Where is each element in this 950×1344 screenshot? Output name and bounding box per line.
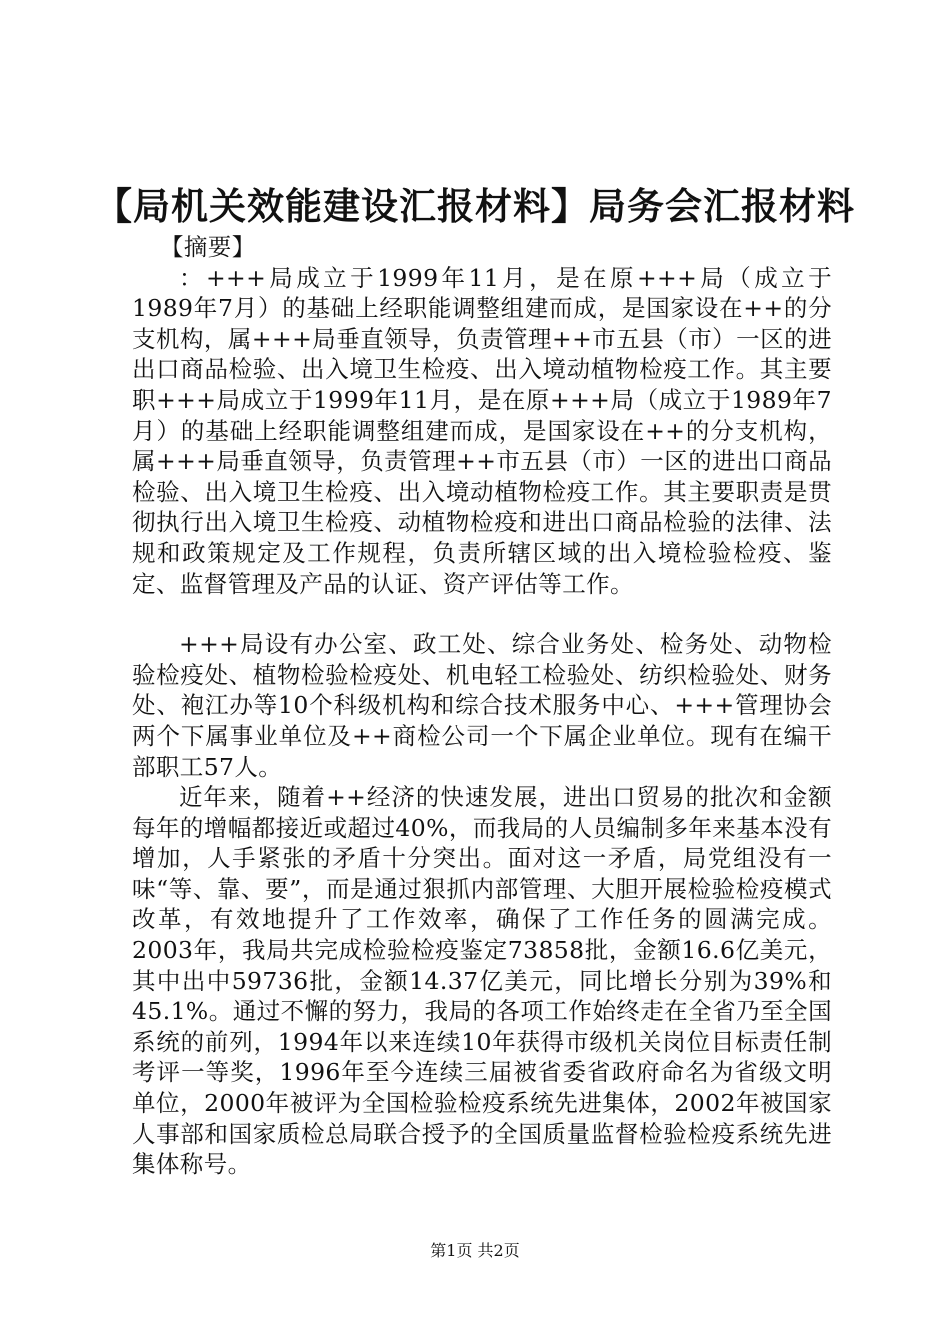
document-body [132,232,832,1180]
document-title: 【局机关效能建设汇报材料】局务会汇报材料 [95,185,855,228]
page-number-footer: 第1页 共2页 [430,1241,520,1260]
paragraph-spacer [132,599,832,629]
achievements-paragraph: 近年来，随着++经济的快速发展，进出口贸易的批次和金额每年的增幅都接近或超过40%，而我局的人员编制多年来基本没有增加，人手紧张的矛盾十分突出。面对这一矛盾，局党组没有一味“等、靠、要”，而是通过狠抓内部管理、大胆开展检验检疫模式改革，有效地提升了工作效率，确保了工作任务的圆满完成。2003年，我局共完成检验检疫鉴定73858批，金额16.6亿美元，其中出中59736批，金额14.37亿美元，同比增长分别为39%和45.1%。通过不懈的努力，我局的各项工作始终走在全省乃至全国系统的前列，1994年以来连续10年获得市级机关岗位目标责任制考评一等奖，1996年至今连续三届被省委省政府命名为省级文明单位，2000年被评为全国检验检疫系统先进集体，2002年被国家人事部和国家质检总局联合授予的全国质量监督检验检疫系统先进集体称号。 [132,783,832,1179]
abstract-label: 【摘要】 [160,233,256,261]
organization-paragraph: +++局设有办公室、政工处、综合业务处、检务处、动物检验检疫处、植物检验检疫处、机电轻工检验处、纺织检验处、财务处、袍江办等10个科级机构和综合技术服务中心、+++管理协会两个下属事业单位及++商检公司一个下属企业单位。现有在编干部职工57人。 [132,630,832,781]
abstract-paragraph: ：+++局成立于1999年11月，是在原+++局（成立于1989年7月）的基础上经职能调整组建而成，是国家设在++的分支机构，属+++局垂直领导，负责管理++市五县（市）一区的进出口商品检验、出入境卫生检疫、出入境动植物检疫工作。其主要职+++局成立于1999年11月，是在原+++局（成立于1989年7月）的基础上经职能调整组建而成，是国家设在++的分支机构，属+++局垂直领导，负责管理++市五县（市）一区的进出口商品检验、出入境卫生检疫、出入境动植物检疫工作。其主要职责是贯彻执行出入境卫生检疫、动植物检疫和进出口商品检验的法律、法规和政策规定及工作规程，负责所辖区域的出入境检验检疫、鉴定、监督管理及产品的认证、资产评估等工作。 [132,263,832,598]
